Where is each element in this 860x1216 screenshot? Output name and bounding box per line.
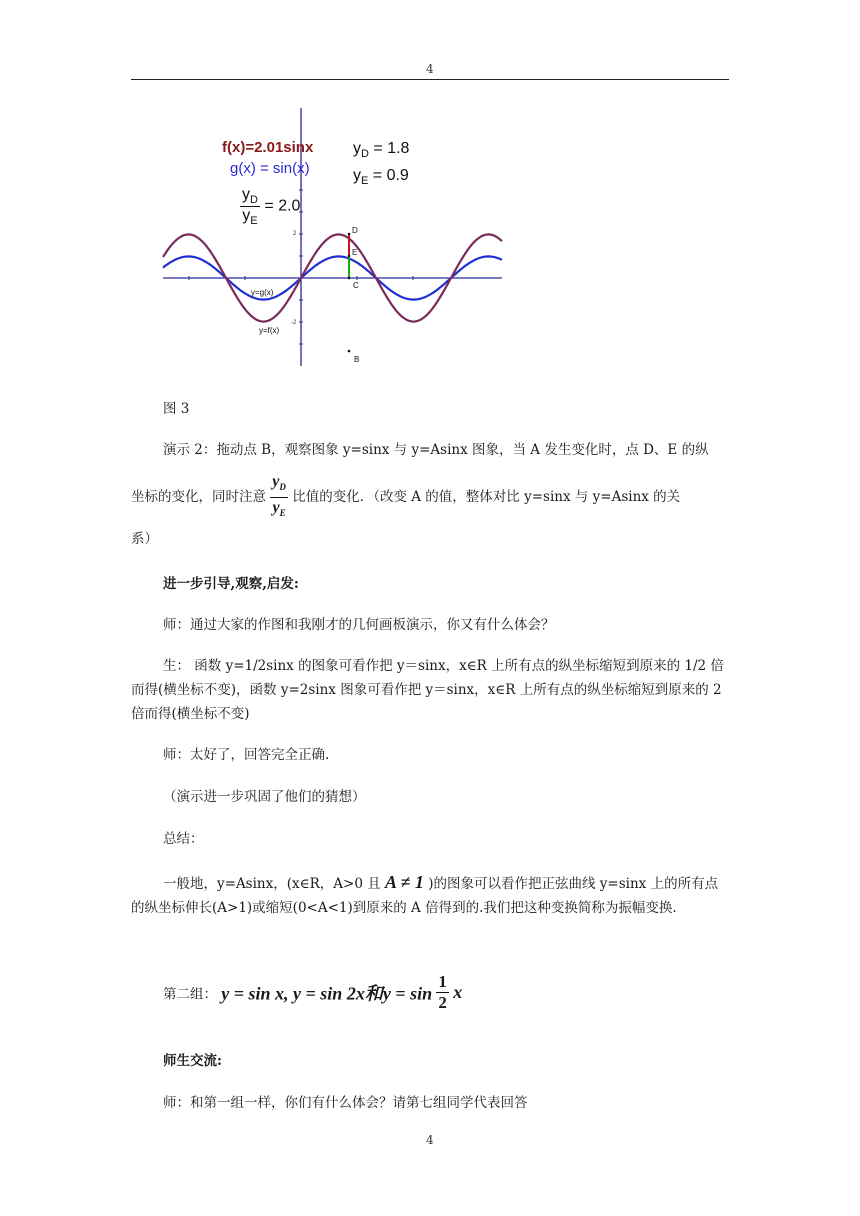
group2-frac-num: 1 <box>438 972 447 991</box>
point-c-dot <box>348 277 351 280</box>
ye-subscript: E <box>361 175 369 188</box>
teacher-question-2: 师：和第一组一样，你们有什么体会？请第七组同学代表回答 <box>163 1095 528 1111</box>
figure-graph <box>160 108 510 370</box>
ye-symbol: y <box>353 167 361 184</box>
summary-heading: 总结： <box>163 831 204 847</box>
point-e-dot <box>348 255 351 258</box>
demo2-frac-num-sub: D <box>279 482 286 493</box>
ratio-den: y <box>242 207 251 225</box>
ye-value: = 0.9 <box>372 167 409 184</box>
yd-readout <box>353 140 409 160</box>
tick-label-y-pos: 2 <box>293 231 297 237</box>
figure-caption: 图 3 <box>163 401 190 417</box>
general-text-a: 一般地，y=Asinx，(x∈R，A>0 且 <box>163 876 381 892</box>
ratio-num: y <box>242 186 250 203</box>
ratio-fraction <box>240 186 260 227</box>
group2-label: 第二组： <box>163 986 217 1003</box>
header-page-number: 4 <box>426 62 434 76</box>
ratio-readout <box>240 186 300 227</box>
curve-f-label: y=f(x) <box>259 326 280 335</box>
ratio-value: = 2.0 <box>264 197 301 215</box>
point-d-label: D <box>352 226 358 235</box>
general-text-b: )的图象可以看作把正弦曲线 y=sinx 上的所有点的纵坐标伸长(A>1)或缩短(0<A<1)到原来的 A 倍得到的.我们把这种变换简称为振幅变换. <box>131 876 719 916</box>
general-math: A ≠ 1 <box>385 872 424 892</box>
group2-line <box>163 972 462 1013</box>
ratio-num-sub: D <box>250 194 258 207</box>
group2-math-a: y = sin x, y = sin 2x和y = sin <box>221 983 433 1004</box>
guide-heading: 进一步引导,观察,启发: <box>163 576 299 592</box>
f-function-label: f(x)=2.01sinx <box>222 139 314 156</box>
demo2-frac-den: y <box>272 499 280 517</box>
demo2-frac-den-sub: E <box>279 508 286 519</box>
point-c-label: C <box>353 281 359 290</box>
g-function-label: g(x) = sin(x) <box>230 160 310 177</box>
ye-readout <box>353 167 409 187</box>
yd-value: = 1.8 <box>373 140 410 157</box>
demo-note: （演示进一步巩固了他们的猜想） <box>163 789 366 805</box>
group2-fraction <box>436 972 449 1013</box>
demo2-line2 <box>131 472 729 523</box>
tick-label-y-neg: -2 <box>291 320 297 326</box>
demo2-text-a: 坐标的变化，同时注意 <box>131 489 266 506</box>
point-d-dot <box>348 233 351 236</box>
demo2-frac-num: y <box>272 473 280 490</box>
curve-g-label: y=g(x) <box>251 288 274 297</box>
exchange-heading: 师生交流: <box>163 1053 222 1069</box>
header-rule <box>131 79 729 80</box>
demo2-fraction <box>270 472 288 523</box>
group2-math-b: x <box>453 982 463 1002</box>
student-answer: 生： 函数 y=1/2sinx 的图象可看作把 y＝sinx，x∈R 上所有点的纵坐标缩短到原来的 1/2 倍而得(横坐标不变)，函数 y=2sinx 图象可看作把 y＝sinx，x∈R 上所有点的纵坐标缩短到原来的 2 倍而得(横坐标不变) <box>131 658 724 722</box>
point-b-label: B <box>354 355 360 364</box>
graph-canvas <box>160 108 510 370</box>
demo2-line1: 演示 2：拖动点 B，观察图象 y=sinx 与 y=Asinx 图象，当 A 发生变化时，点 D、E 的纵 <box>163 442 709 458</box>
yd-subscript: D <box>361 148 369 161</box>
point-e-label: E <box>352 248 358 257</box>
teacher-praise: 师：太好了，回答完全正确. <box>163 747 330 763</box>
teacher-question-1: 师：通过大家的作图和我刚才的几何画板演示，你又有什么体会？ <box>163 617 555 633</box>
group2-frac-den: 2 <box>438 993 447 1012</box>
footer-page-number: 4 <box>426 1133 434 1147</box>
point-b-dot <box>348 350 351 353</box>
demo2-line3: 系） <box>131 531 158 547</box>
yd-symbol: y <box>353 140 361 157</box>
demo2-text-b: 比值的变化．（改变 A 的值，整体对比 y=sinx 与 y=Asinx 的关 <box>292 489 681 506</box>
general-statement <box>131 870 729 920</box>
ratio-den-sub: E <box>250 215 258 228</box>
